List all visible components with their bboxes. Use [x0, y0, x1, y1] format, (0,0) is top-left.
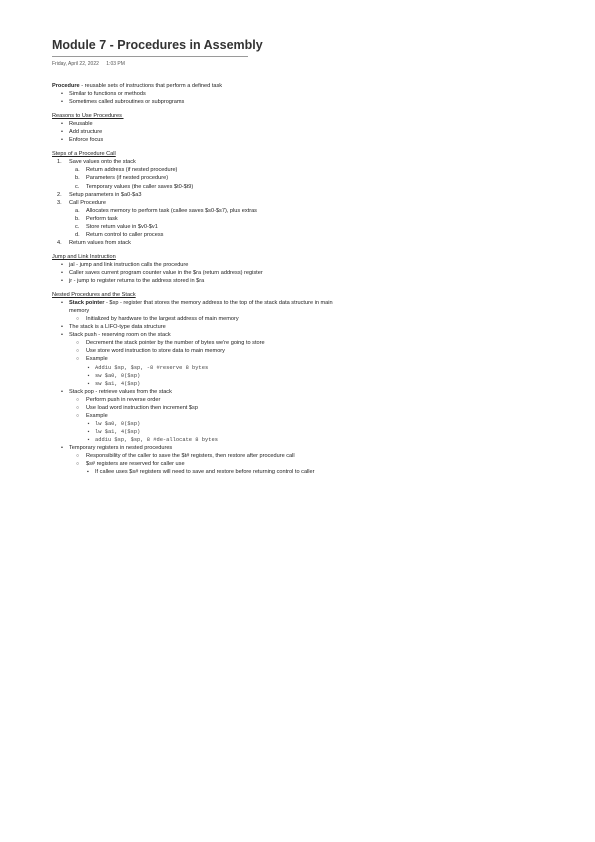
- list-number: b.: [75, 175, 80, 182]
- list-number: a.: [75, 207, 80, 214]
- list-item: ○ Initialized by hardware to the largest address of main memory: [69, 315, 342, 323]
- section-steps: [52, 150, 572, 247]
- list-item-text: Parameters (if nested procedure): [86, 175, 169, 182]
- page-date: Friday, April 22, 2022: [52, 61, 99, 67]
- list-item-text: Call Procedure: [69, 199, 106, 206]
- section-procedure: [52, 82, 572, 106]
- code-line: ▪ sw $a0, 0($sp): [86, 372, 342, 380]
- list-item: • Add structure: [52, 128, 572, 136]
- section-heading: Jump and Link Instruction: [52, 253, 116, 260]
- list-item: ○ Use store word instruction to store data to main memory: [69, 347, 342, 355]
- list-item: • Sometimes called subroutines or subprograms: [52, 98, 572, 106]
- note-page: [52, 38, 572, 476]
- procedure-definition-text: - reusable sets of instructions that perform a defined task: [79, 83, 223, 89]
- list-item: ○ Decrement the stack pointer by the number of bytes we're going to store: [69, 339, 342, 347]
- page-meta: [52, 61, 572, 67]
- list-item: [52, 199, 572, 239]
- list-number: c.: [75, 183, 80, 190]
- list-item: • Caller saves current program counter value in the $ra (return address) register: [52, 269, 572, 277]
- list-item: [69, 174, 572, 182]
- list-number: 2.: [57, 191, 62, 198]
- list-item: [69, 231, 572, 239]
- section-heading: Nested Procedures and the Stack: [52, 292, 136, 299]
- list-item: [69, 460, 342, 476]
- list-item: • Reusable: [52, 120, 572, 128]
- list-item-text: Temporary registers in nested procedures: [69, 444, 173, 451]
- section-heading: Reasons to Use Procedures: [52, 113, 124, 120]
- list-item-text: Return address (if nested procedure): [86, 167, 178, 174]
- list-item: [52, 331, 342, 387]
- list-item-text: Return values from stack: [69, 239, 131, 246]
- list-item: ○ Use load word instruction then increment $sp: [69, 404, 342, 412]
- list-item-text: Temporary values (the caller saves $t0-$t9): [86, 183, 194, 190]
- list-item-text: Stack pop - retrieve values from the stack: [69, 388, 172, 395]
- stack-pointer-text: - $sp - register that stores the memory address to the top of the stack data structure in main memory: [69, 300, 333, 315]
- list-item: [69, 166, 572, 174]
- list-item-text: Example: [86, 412, 108, 419]
- list-number: 3.: [57, 199, 62, 206]
- code-line: ▪ sw $a1, 4($sp): [86, 380, 342, 388]
- list-item: ○ Responsibility of the caller to save the $t# registers, then restore after procedure call: [69, 452, 342, 460]
- list-item: [69, 215, 572, 223]
- list-item: • Enforce focus: [52, 136, 572, 144]
- list-item-text: Store return value in $v0-$v1: [86, 223, 158, 230]
- list-number: d.: [75, 231, 80, 238]
- list-number: c.: [75, 223, 80, 230]
- list-item: • jal - jump and link instruction calls the procedure: [52, 261, 572, 269]
- list-item-text: Return control to caller process: [86, 231, 164, 238]
- list-item: [52, 239, 572, 247]
- procedure-term: Procedure: [52, 83, 80, 89]
- section-reasons: [52, 112, 572, 144]
- list-item: [52, 299, 342, 323]
- code-line: ▪ Addiu $sp, $sp, -8 #reserve 8 bytes: [86, 364, 342, 372]
- list-item-text: Example: [86, 356, 108, 363]
- list-item: [69, 355, 342, 387]
- list-item-text: Save values onto the stack: [69, 159, 136, 166]
- code-line: ▪ addiu $sp, $sp, 8 #de-allocate 8 bytes: [86, 436, 342, 444]
- section-nested: [52, 291, 572, 476]
- list-item: [52, 388, 342, 444]
- page-time: 1:03 PM: [106, 61, 125, 67]
- list-item: ▪ If callee uses $s# registers will need to save and restore before returning control to caller: [86, 468, 342, 476]
- list-item-text: Allocates memory to perform task (callee saves $s0-$s7), plus extras: [86, 207, 257, 214]
- code-line: ▪ lw $a1, 4($sp): [86, 428, 342, 436]
- list-item-text: $s# registers are reserved for caller use: [86, 461, 185, 468]
- list-number: a.: [75, 167, 80, 174]
- list-number: b.: [75, 215, 80, 222]
- procedure-definition: [52, 82, 572, 90]
- list-number: 4.: [57, 239, 62, 246]
- list-item: • The stack is a LIFO-type data structure: [52, 323, 342, 331]
- list-item: • Similar to functions or methods: [52, 90, 572, 98]
- code-line: ▪ lw $a0, 0($sp): [86, 420, 342, 428]
- list-item: • jr - jump to register returns to the address stored in $ra: [52, 277, 572, 285]
- list-number: 1.: [57, 159, 62, 166]
- page-title: Module 7 - Procedures in Assembly: [52, 38, 248, 57]
- section-jal: [52, 253, 572, 285]
- list-item: [69, 412, 342, 444]
- section-heading: Steps of a Procedure Call: [52, 151, 116, 158]
- list-item: [69, 223, 572, 231]
- list-item-text: Setup parameters in $a0-$a3: [69, 191, 142, 198]
- list-item-text: Stack push - reserving room on the stack: [69, 332, 171, 339]
- list-item: [52, 158, 572, 190]
- list-item: [69, 207, 572, 215]
- list-item: [52, 444, 342, 476]
- stack-pointer-term: Stack pointer: [69, 300, 105, 307]
- list-item: ○ Perform push in reverse order: [69, 396, 342, 404]
- list-item: [69, 183, 572, 191]
- note-content: [52, 82, 572, 476]
- list-item: [52, 191, 572, 199]
- list-item-text: Perform task: [86, 215, 118, 222]
